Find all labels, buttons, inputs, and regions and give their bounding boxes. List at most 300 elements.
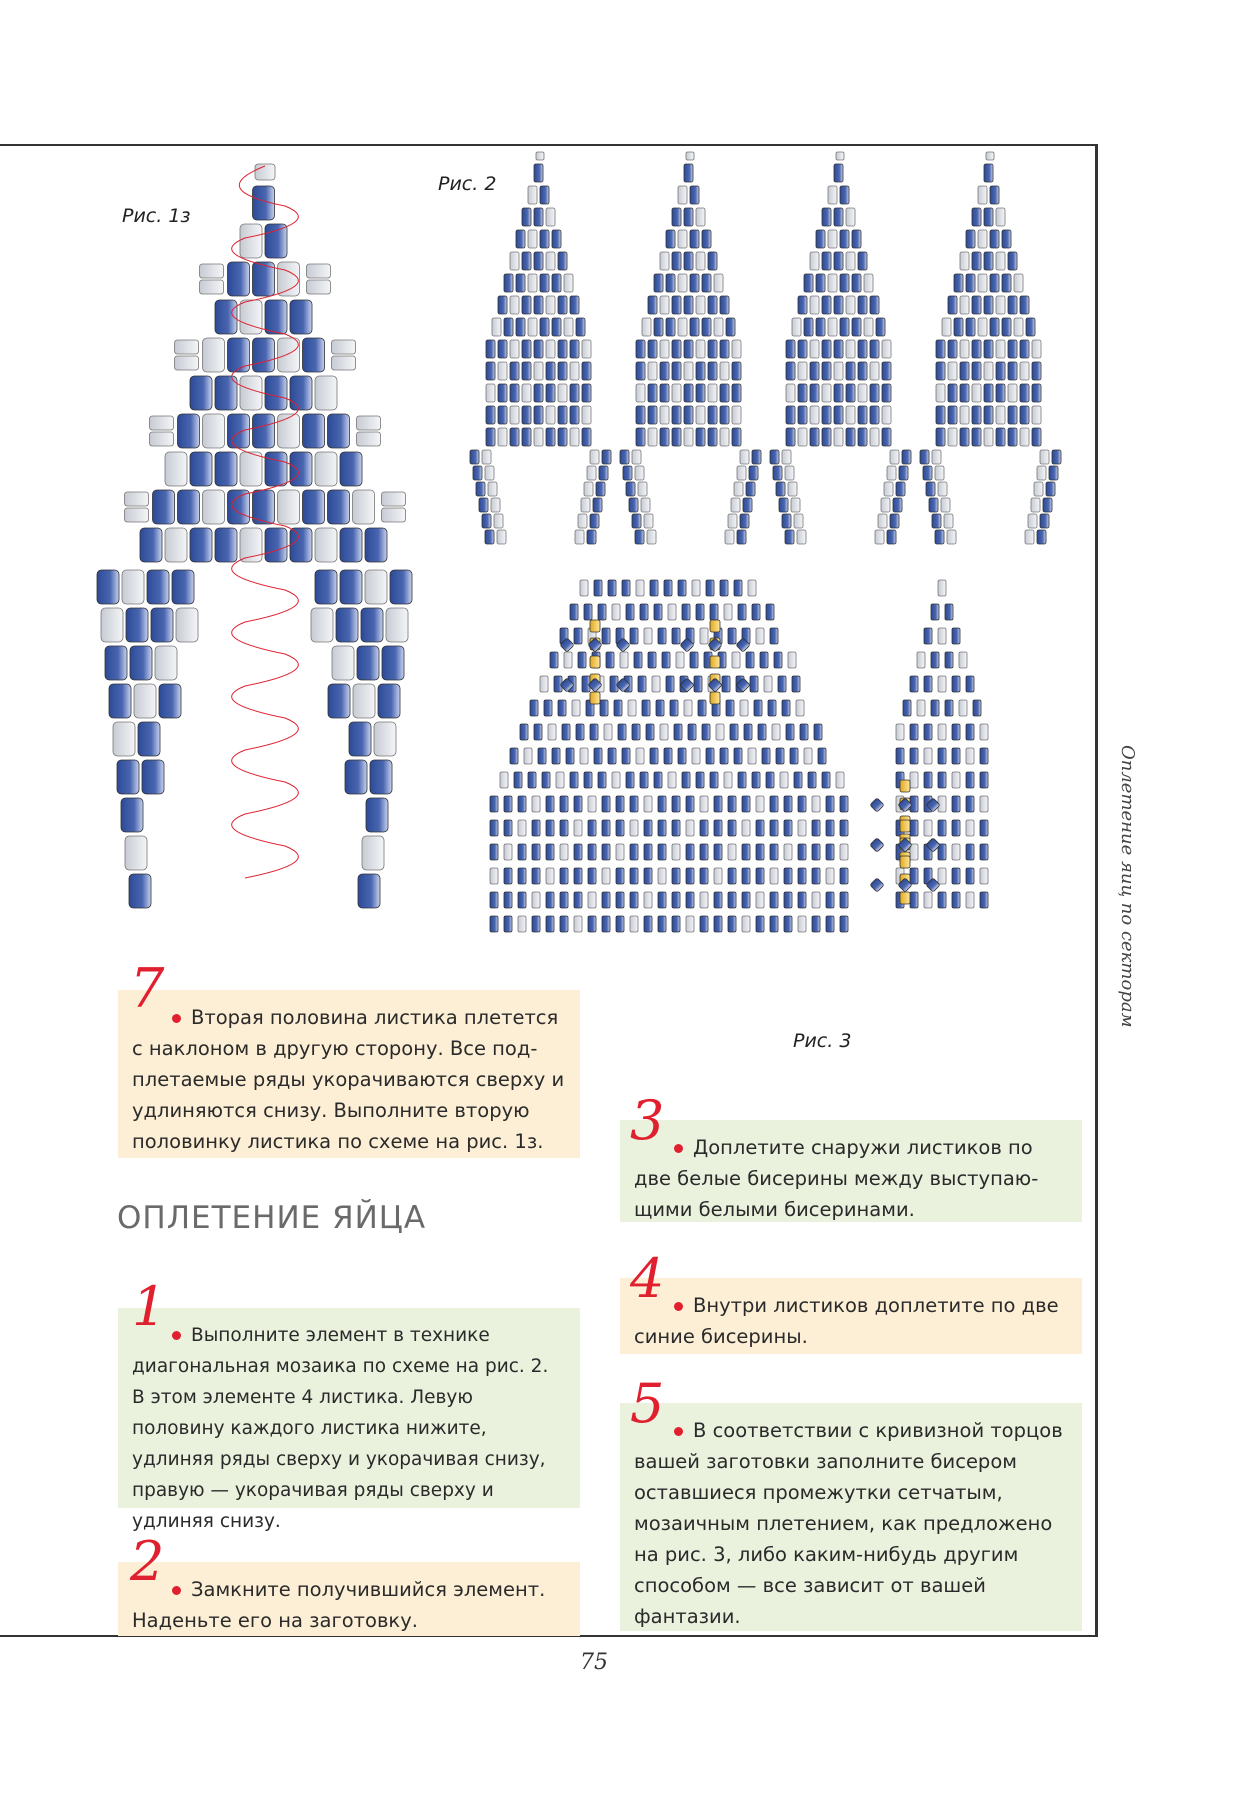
blue-bead — [1020, 340, 1029, 358]
white-bead — [648, 428, 657, 446]
blue-bead — [358, 874, 380, 908]
blue-bead — [522, 296, 531, 314]
blue-bead — [798, 296, 807, 314]
white-bead — [307, 280, 331, 294]
blue-bead — [840, 186, 849, 204]
blue-bead — [570, 604, 578, 620]
blue-bead — [518, 844, 526, 860]
white-bead — [948, 428, 957, 446]
white-bead — [1014, 274, 1023, 292]
blue-bead — [140, 528, 162, 562]
white-bead — [720, 362, 729, 380]
blue-bead — [574, 892, 582, 908]
blue-bead — [766, 604, 774, 620]
blue-bead — [744, 724, 752, 740]
step-2-box — [118, 1562, 580, 1636]
blue-bead — [532, 820, 540, 836]
white-bead — [952, 844, 960, 860]
blue-bead — [504, 796, 512, 812]
blue-bead — [546, 916, 554, 932]
blue-bead — [696, 362, 705, 380]
blue-bead — [972, 362, 981, 380]
blue-bead — [540, 274, 549, 292]
white-bead — [978, 318, 987, 336]
blue-bead — [786, 724, 794, 740]
blue-bead — [623, 466, 632, 480]
blue-bead — [846, 362, 855, 380]
blue-bead — [518, 796, 526, 812]
white-bead — [1020, 362, 1029, 380]
blue-bead — [340, 452, 362, 486]
white-bead — [828, 274, 837, 292]
white-bead — [584, 482, 593, 496]
white-bead — [1037, 466, 1046, 480]
blue-bead — [910, 892, 918, 908]
blue-bead — [966, 844, 974, 860]
blue-bead — [646, 724, 654, 740]
blue-bead — [632, 514, 641, 528]
white-bead — [357, 432, 381, 446]
white-bead — [700, 892, 708, 908]
blue-bead — [303, 490, 325, 524]
blue-bead — [672, 428, 681, 446]
blue-bead — [966, 772, 974, 788]
blue-bead — [504, 274, 513, 292]
white-bead — [660, 340, 669, 358]
blue-bead — [1046, 482, 1055, 496]
blue-bead — [490, 796, 498, 812]
white-bead — [700, 628, 708, 644]
blue-bead — [738, 772, 746, 788]
blue-bead — [945, 700, 953, 716]
white-bead — [696, 252, 705, 270]
blue-bead — [672, 892, 680, 908]
blue-bead — [622, 580, 630, 596]
white-bead — [332, 356, 356, 370]
white-bead — [620, 652, 628, 668]
blue-bead — [952, 892, 960, 908]
white-bead — [798, 362, 807, 380]
blue-bead — [722, 676, 730, 692]
blue-bead — [980, 772, 988, 788]
blue-bead — [566, 748, 574, 764]
blue-bead — [642, 700, 650, 716]
blue-bead — [672, 820, 680, 836]
blue-bead — [804, 318, 813, 336]
blue-bead — [846, 384, 855, 402]
blue-bead — [706, 580, 714, 596]
white-bead — [836, 152, 844, 160]
white-bead — [942, 318, 951, 336]
blue-bead — [920, 450, 929, 464]
blue-bead — [952, 820, 960, 836]
blue-bead — [552, 274, 561, 292]
white-bead — [678, 230, 687, 248]
white-bead — [960, 406, 969, 424]
white-bead — [636, 384, 645, 402]
yellow-bead — [900, 892, 910, 904]
blue-bead — [602, 844, 610, 860]
blue-bead — [678, 580, 686, 596]
blue-bead — [786, 428, 795, 446]
blue-bead — [357, 646, 379, 680]
blue-bead — [576, 724, 584, 740]
white-bead — [784, 844, 792, 860]
blue-bead — [473, 466, 482, 480]
white-bead — [528, 274, 537, 292]
white-bead — [764, 676, 772, 692]
blue-bead — [696, 604, 704, 620]
blue-bead — [770, 796, 778, 812]
blue-bead — [636, 428, 645, 446]
white-bead — [510, 406, 519, 424]
blue-bead — [688, 724, 696, 740]
white-bead — [546, 296, 555, 314]
blue-bead — [522, 340, 531, 358]
blue-bead — [593, 498, 602, 512]
blue-bead — [743, 498, 752, 512]
white-bead — [714, 318, 723, 336]
white-bead — [858, 384, 867, 402]
blue-bead — [700, 844, 708, 860]
white-bead — [887, 466, 896, 480]
blue-bead — [708, 406, 717, 424]
blue-bead — [768, 700, 776, 716]
blue-bead — [109, 684, 131, 718]
step-7-number: 7 — [130, 957, 165, 1020]
blue-bead — [710, 772, 718, 788]
blue-bead — [954, 318, 963, 336]
blue-bead — [794, 772, 802, 788]
blue-bead — [654, 772, 662, 788]
blue-bead — [720, 296, 729, 314]
blue-bead — [980, 844, 988, 860]
blue-bead — [948, 296, 957, 314]
blue-bead — [948, 406, 957, 424]
white-bead — [696, 208, 705, 226]
blue-bead — [948, 340, 957, 358]
blue-bead — [822, 362, 831, 380]
blue-bead — [810, 384, 819, 402]
blue-bead — [696, 428, 705, 446]
blue-bead — [546, 362, 555, 380]
blue-bead — [632, 724, 640, 740]
blue-bead — [674, 724, 682, 740]
section-title: ОПЛЕТЕНИЕ ЯЙЦА — [117, 1200, 427, 1236]
blue-bead — [544, 700, 552, 716]
white-bead — [948, 362, 957, 380]
white-bead — [978, 186, 987, 204]
blue-bead — [340, 528, 362, 562]
blue-bead — [734, 580, 742, 596]
white-bead — [875, 530, 884, 544]
blue-bead — [616, 796, 624, 812]
white-bead — [798, 916, 806, 932]
blue-bead — [714, 820, 722, 836]
blue-bead — [602, 820, 610, 836]
blue-bead — [622, 748, 630, 764]
blue-bead — [728, 628, 736, 644]
blue-bead — [290, 300, 312, 334]
white-bead — [498, 428, 507, 446]
blue-bead — [303, 338, 325, 372]
blue-bead — [786, 362, 795, 380]
blue-bead — [290, 528, 312, 562]
blue-bead — [798, 892, 806, 908]
blue-bead — [599, 466, 608, 480]
blue-bead — [834, 384, 843, 402]
blue-bead — [1020, 384, 1029, 402]
blue-bead — [666, 274, 675, 292]
blue-bead — [952, 748, 960, 764]
blue-bead — [630, 796, 638, 812]
white-bead — [660, 296, 669, 314]
blue-bead — [893, 498, 902, 512]
white-bead — [125, 508, 149, 522]
blue-bead — [534, 252, 543, 270]
white-bead — [804, 748, 812, 764]
blue-bead — [742, 844, 750, 860]
white-bead — [686, 916, 694, 932]
blue-bead — [858, 252, 867, 270]
blue-bead — [1002, 230, 1011, 248]
blue-bead — [486, 362, 495, 380]
blue-bead — [1032, 384, 1041, 402]
blue-bead — [984, 296, 993, 314]
blue-bead — [190, 376, 212, 410]
white-bead — [125, 836, 147, 870]
blue-bead — [336, 608, 358, 642]
blue-bead — [980, 748, 988, 764]
blue-bead — [1040, 514, 1049, 528]
white-bead — [734, 482, 743, 496]
white-bead — [724, 604, 732, 620]
white-bead — [668, 604, 676, 620]
white-bead — [570, 428, 579, 446]
blue-bead — [786, 406, 795, 424]
white-bead — [494, 514, 503, 528]
white-bead — [884, 482, 893, 496]
white-bead — [966, 820, 974, 836]
blue-bead — [737, 530, 746, 544]
blue-bead — [960, 362, 969, 380]
blue-bead — [990, 274, 999, 292]
blue-bead — [852, 230, 861, 248]
white-bead — [628, 700, 636, 716]
white-bead — [692, 580, 700, 596]
white-bead — [581, 498, 590, 512]
blue-bead — [666, 230, 675, 248]
white-bead — [960, 252, 969, 270]
white-bead — [938, 724, 946, 740]
blue-bead — [672, 208, 681, 226]
blue-bead — [954, 274, 963, 292]
blue-bead — [510, 748, 518, 764]
white-bead — [165, 452, 187, 486]
white-bead — [660, 724, 668, 740]
blue-bead — [1020, 296, 1029, 314]
white-bead — [278, 262, 300, 296]
blue-bead — [570, 340, 579, 358]
white-bead — [564, 274, 573, 292]
white-bead — [936, 384, 945, 402]
blue-bead — [178, 490, 200, 524]
blue-bead — [546, 428, 555, 446]
figure-3-diagram — [470, 560, 1070, 990]
yellow-bead — [900, 780, 910, 792]
blue-bead — [782, 700, 790, 716]
blue-bead — [534, 296, 543, 314]
blue-bead — [265, 376, 287, 410]
white-bead — [772, 724, 780, 740]
blue-bead — [800, 724, 808, 740]
blue-bead — [598, 772, 606, 788]
blue-bead — [770, 628, 778, 644]
blue-bead — [516, 230, 525, 248]
white-bead — [878, 514, 887, 528]
blue-bead — [510, 384, 519, 402]
blue-bead — [935, 530, 944, 544]
blue-bead — [636, 406, 645, 424]
blue-bead — [706, 748, 714, 764]
white-bead — [644, 628, 652, 644]
white-bead — [1032, 406, 1041, 424]
blue-bead — [726, 318, 735, 336]
blue-bead — [560, 916, 568, 932]
blue-bead — [931, 652, 939, 668]
white-bead — [636, 748, 644, 764]
blue-bead — [540, 186, 549, 204]
blue-bead — [728, 868, 736, 884]
blue-bead — [708, 362, 717, 380]
blue-bead — [945, 604, 953, 620]
blue-bead — [778, 676, 786, 692]
blue-bead — [984, 164, 993, 182]
white-bead — [941, 498, 950, 512]
blue-bead — [153, 490, 175, 524]
blue-bead — [890, 514, 899, 528]
white-bead — [966, 748, 974, 764]
blue-bead — [822, 208, 831, 226]
blue-bead — [756, 820, 764, 836]
blue-bead — [686, 868, 694, 884]
blue-bead — [562, 724, 570, 740]
blue-bead — [558, 340, 567, 358]
blue-bead — [720, 340, 729, 358]
blue-bead — [852, 274, 861, 292]
white-bead — [740, 450, 749, 464]
blue-bead — [752, 772, 760, 788]
blue-bead — [702, 318, 711, 336]
blue-bead — [522, 252, 531, 270]
blue-bead — [534, 164, 543, 182]
white-bead — [881, 498, 890, 512]
blue-bead — [620, 450, 629, 464]
white-bead — [660, 252, 669, 270]
blue-bead — [720, 406, 729, 424]
blue-bead — [870, 798, 884, 812]
white-bead — [1031, 498, 1040, 512]
blue-bead — [588, 820, 596, 836]
blue-bead — [1020, 406, 1029, 424]
blue-bead — [790, 748, 798, 764]
blue-bead — [636, 340, 645, 358]
blue-bead — [522, 208, 531, 226]
step-2-text: Замкните получившийся элемент. Наденьте его на заготовку. — [132, 1578, 546, 1632]
white-bead — [532, 892, 540, 908]
white-bead — [924, 820, 932, 836]
blue-bead — [972, 340, 981, 358]
white-bead — [534, 362, 543, 380]
white-bead — [175, 356, 199, 370]
step-5-number: 5 — [630, 1372, 665, 1435]
white-bead — [486, 384, 495, 402]
yellow-bead — [900, 856, 910, 868]
blue-bead — [990, 318, 999, 336]
blue-bead — [486, 406, 495, 424]
blue-bead — [518, 892, 526, 908]
blue-bead — [550, 652, 558, 668]
blue-bead — [546, 844, 554, 860]
white-bead — [678, 186, 687, 204]
blue-bead — [834, 340, 843, 358]
blue-bead — [630, 892, 638, 908]
blue-bead — [870, 406, 879, 424]
blue-bead — [766, 772, 774, 788]
blue-bead — [931, 604, 939, 620]
white-bead — [357, 416, 381, 430]
white-bead — [165, 528, 187, 562]
blue-bead — [728, 892, 736, 908]
blue-bead — [910, 724, 918, 740]
blue-bead — [924, 772, 932, 788]
blue-bead — [826, 916, 834, 932]
white-bead — [732, 406, 741, 424]
step-7-text: Вторая половина листика плетется с наклоном в другую сторону. Все подплетаемые ряды укорачиваются сверху и удлиняются снизу. Выполните вторую половинку листика по схеме на рис. 1з. — [132, 1006, 565, 1153]
blue-bead — [630, 844, 638, 860]
blue-bead — [558, 700, 566, 716]
blue-bead — [822, 406, 831, 424]
white-bead — [708, 384, 717, 402]
blue-bead — [776, 482, 785, 496]
white-bead — [200, 280, 224, 294]
white-bead — [240, 300, 262, 334]
white-bead — [332, 646, 354, 680]
blue-bead — [546, 384, 555, 402]
blue-bead — [584, 604, 592, 620]
blue-bead — [720, 580, 728, 596]
white-bead — [864, 318, 873, 336]
figure-3-label: Рис. 3 — [793, 1030, 852, 1052]
white-bead — [996, 406, 1005, 424]
blue-bead — [902, 450, 911, 464]
step-5-text: В соответствии с кривизной торцов вашей заготовки заполните бисером оставшиеся промежутки сетчатым, мозаичным плетением, как предложено на рис. 3, либо каким-нибудь другим способом — все зависит от вашей фантазии. — [634, 1419, 1063, 1628]
blue-bead — [540, 230, 549, 248]
blue-bead — [896, 482, 905, 496]
white-bead — [732, 652, 740, 668]
white-bead — [504, 844, 512, 860]
blue-bead — [678, 748, 686, 764]
white-bead — [686, 152, 694, 160]
blue-bead — [662, 652, 670, 668]
blue-bead — [948, 384, 957, 402]
blue-bead — [476, 482, 485, 496]
blue-bead — [574, 844, 582, 860]
blue-bead — [542, 772, 550, 788]
white-bead — [846, 340, 855, 358]
white-bead — [560, 844, 568, 860]
white-bead — [890, 450, 899, 464]
